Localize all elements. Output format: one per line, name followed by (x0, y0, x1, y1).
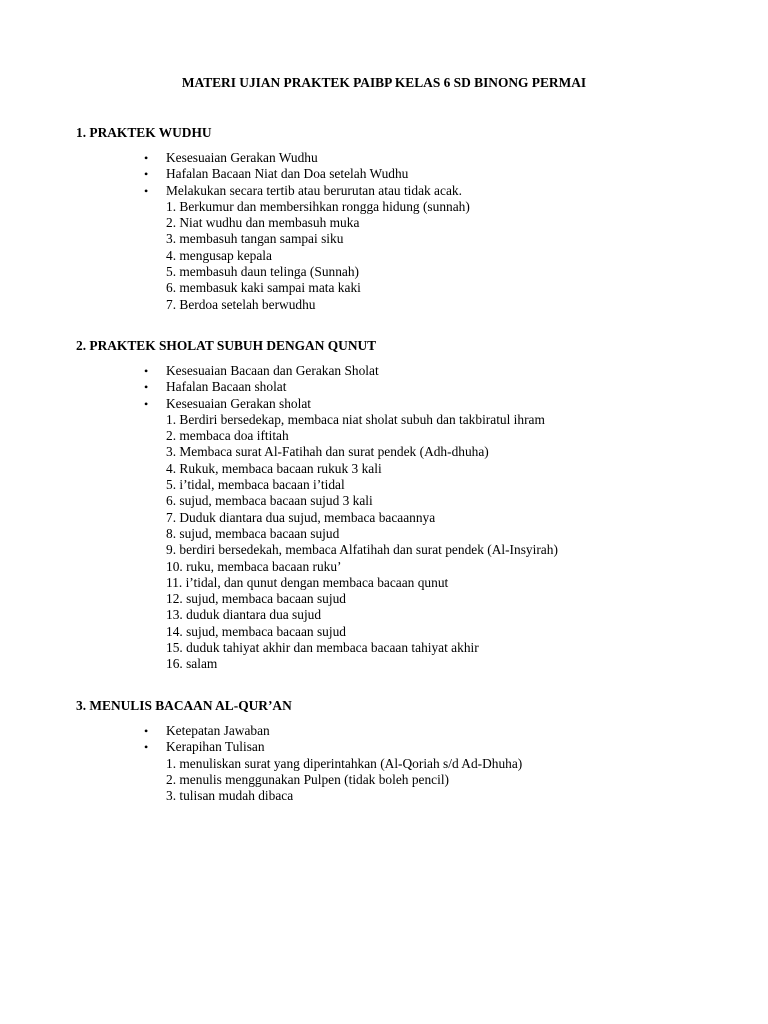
bullet-item: • Hafalan Bacaan Niat dan Doa setelah Wudhu (144, 166, 409, 182)
step-item: 1. Berkumur dan membersihkan rongga hidung (sunnah) (166, 198, 470, 214)
bullet-item: • Melakukan secara tertib atau berurutan atau tidak acak. (144, 182, 462, 198)
section-praktek-sholat (76, 337, 716, 673)
step-item: 14. sujud, membaca bacaan sujud (166, 623, 346, 639)
step-item: 9. berdiri bersedekah, membaca Alfatihah dan surat pendek (Al-Insyirah) (166, 542, 558, 558)
step-item: 3. membasuh tangan sampai siku (166, 231, 344, 247)
bullet-item: • Ketepatan Jawaban (144, 723, 270, 738)
step-item: 5. membasuh daun telinga (Sunnah) (166, 264, 360, 280)
step-item: 3. tulisan mudah dibaca (166, 788, 294, 804)
step-item: 8. sujud, membaca bacaan sujud (166, 525, 340, 541)
step-list (76, 756, 716, 805)
bullet-item: • Kesesuaian Bacaan dan Gerakan Sholat (144, 363, 379, 378)
step-item: 6. sujud, membaca bacaan sujud 3 kali (166, 493, 373, 509)
bullet-item: • Kerapihan Tulisan (144, 739, 265, 755)
bullet-item: • Kesesuaian Gerakan sholat (144, 395, 312, 411)
step-item: 13. duduk diantara dua sujud (166, 607, 322, 623)
step-item: 12. sujud, membaca bacaan sujud (166, 591, 346, 607)
section-heading: 3. MENULIS BACAAN AL-QUR’AN (76, 698, 292, 713)
bullet-list (76, 723, 716, 756)
bullet-icon: • (144, 396, 149, 411)
bullet-icon: • (144, 380, 149, 395)
document-title: MATERI UJIAN PRAKTEK PAIBP KELAS 6 SD BINONG PERMAI (181, 75, 587, 90)
step-item: 2. Niat wudhu dan membasuh muka (166, 215, 360, 231)
bullet-icon: • (144, 167, 149, 182)
bullet-list (76, 150, 716, 199)
bullet-item: • Hafalan Bacaan sholat (144, 379, 287, 395)
step-item: 4. Rukuk, membaca bacaan rukuk 3 kali (166, 460, 382, 476)
section-praktek-wudhu (76, 124, 716, 313)
step-item: 1. menuliskan surat yang diperintahkan (Al-Qoriah s/d Ad-Dhuha) (166, 755, 523, 771)
bullet-list (76, 363, 716, 412)
bullet-icon: • (144, 364, 149, 378)
step-item: 3. Membaca surat Al-Fatihah dan surat pendek (Adh-dhuha) (166, 444, 489, 460)
step-item: 2. membaca doa iftitah (166, 428, 289, 444)
section-heading: 1. PRAKTEK WUDHU (76, 125, 212, 140)
step-list (76, 199, 716, 313)
section-heading: 2. PRAKTEK SHOLAT SUBUH DENGAN QUNUT (76, 338, 377, 353)
bullet-icon: • (144, 740, 149, 755)
step-item: 2. menulis menggunakan Pulpen (tidak boleh pencil) (166, 771, 450, 787)
step-item: 15. duduk tahiyat akhir dan membaca bacaan tahiyat akhir (166, 640, 479, 656)
bullet-icon: • (144, 724, 149, 738)
step-item: 16. salam (166, 656, 218, 672)
bullet-icon: • (144, 183, 149, 198)
step-item: 11. i’tidal, dan qunut dengan membaca bacaan qunut (166, 574, 449, 590)
step-item: 6. membasuk kaki sampai mata kaki (166, 280, 361, 296)
section-menulis-quran (76, 697, 716, 804)
step-item: 1. Berdiri bersedekap, membaca niat sholat subuh dan takbiratul ihram (166, 411, 545, 427)
step-item: 7. Berdoa setelah berwudhu (166, 296, 316, 312)
step-item: 10. ruku, membaca bacaan ruku’ (166, 558, 342, 574)
step-item: 5. i’tidal, membaca bacaan i’tidal (166, 477, 345, 493)
step-item: 7. Duduk diantara dua sujud, membaca bacaannya (166, 509, 436, 525)
step-item: 4. mengusap kepala (166, 247, 272, 263)
bullet-item: • Kesesuaian Gerakan Wudhu (144, 150, 318, 165)
step-list (76, 412, 716, 673)
bullet-icon: • (144, 151, 149, 165)
